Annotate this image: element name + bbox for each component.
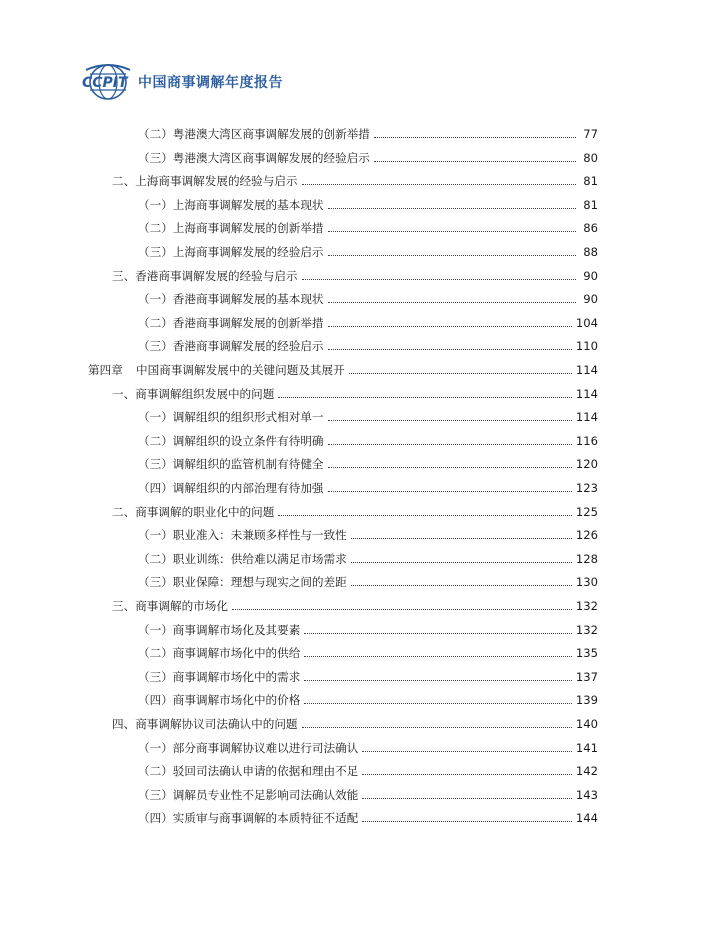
toc-subsection-entry[interactable]	[138, 549, 598, 569]
toc-entry-label: （一）商事调解市场化及其要素	[138, 622, 301, 637]
toc-subsection-entry[interactable]	[138, 667, 598, 687]
toc-entry-label: （二）职业训练：供给难以满足市场需求	[138, 551, 347, 566]
toc-entry-label: （一）部分商事调解协议难以进行司法确认	[138, 740, 359, 755]
dot-leader	[304, 679, 572, 681]
toc-page-number: 88	[583, 245, 598, 259]
dot-leader	[328, 490, 572, 492]
toc-page-number: 90	[583, 292, 598, 307]
toc-page-number: 126	[575, 528, 598, 543]
toc-page-number: 144	[575, 811, 598, 826]
dot-leader	[302, 183, 576, 185]
toc-subsection-entry[interactable]	[138, 785, 598, 805]
toc-entry-label: （二）驳回司法确认申请的依据和理由不足	[138, 764, 359, 779]
dot-leader	[362, 750, 572, 752]
dot-leader	[278, 396, 572, 398]
toc-page-number: 104	[575, 315, 598, 330]
toc-entry-label: （二）调解组织的设立条件有待明确	[138, 433, 324, 448]
toc-subsection-entry[interactable]	[138, 431, 598, 451]
toc-page-number: 125	[575, 504, 598, 519]
dot-leader	[328, 443, 572, 445]
toc-section-entry[interactable]	[112, 171, 598, 191]
toc-entry-label: （一）调解组织的组织形式相对单一	[138, 410, 324, 425]
toc-page-number: 86	[583, 221, 598, 236]
dot-leader	[328, 301, 576, 303]
dot-leader	[349, 372, 572, 374]
toc-page-number: 90	[583, 268, 598, 283]
dot-leader	[328, 207, 576, 209]
toc-page-number: 80	[583, 150, 598, 165]
dot-leader	[328, 419, 572, 421]
ccpit-logo	[80, 62, 132, 102]
toc-entry-label: （一）职业准入：未兼顾多样性与一致性	[138, 528, 347, 543]
dot-leader	[328, 254, 576, 256]
toc-page-number: 140	[575, 717, 598, 731]
toc-entry-label: （三）香港商事调解发展的经验启示	[138, 339, 324, 354]
toc-entry-label: 一、商事调解组织发展中的问题	[112, 386, 275, 401]
toc-page-number: 110	[575, 339, 598, 354]
dot-leader	[374, 160, 576, 162]
toc-subsection-entry[interactable]	[138, 124, 598, 144]
toc-entry-label: 四、商事调解协议司法确认中的问题	[112, 717, 298, 731]
toc-entry-label: （三）上海商事调解发展的经验启示	[138, 245, 324, 259]
toc-subsection-entry[interactable]	[138, 761, 598, 781]
toc-page-number: 135	[575, 646, 598, 661]
dot-leader	[362, 773, 572, 775]
toc-page-number: 81	[583, 197, 598, 212]
toc-entry-label	[88, 362, 345, 378]
toc-entry-label: （四）商事调解市场化中的价格	[138, 693, 301, 708]
logo-text: CCPIT	[82, 75, 128, 91]
toc-entry-label: （四）调解组织的内部治理有待加强	[138, 481, 324, 495]
toc-entry-label: （二）上海商事调解发展的创新举措	[138, 221, 324, 236]
toc-page-number: 114	[575, 386, 598, 401]
toc-page-number: 132	[575, 622, 598, 637]
toc-entry-label: （二）粤港澳大湾区商事调解发展的创新举措	[138, 127, 370, 141]
dot-leader	[351, 584, 572, 586]
dot-leader	[362, 797, 572, 799]
toc-page-number: 116	[575, 433, 598, 448]
toc-subsection-entry[interactable]	[138, 572, 598, 592]
dot-leader	[278, 514, 572, 516]
toc-page-number: 137	[575, 669, 598, 684]
dot-leader	[302, 278, 576, 280]
toc-entry-label: （三）调解组织的监管机制有待健全	[138, 457, 324, 472]
toc-subsection-entry[interactable]	[138, 620, 598, 640]
dot-leader	[304, 655, 572, 657]
toc-entry-label: 三、香港商事调解发展的经验与启示	[112, 268, 298, 283]
toc-subsection-entry[interactable]	[138, 690, 598, 710]
toc-subsection-entry[interactable]	[138, 478, 598, 498]
toc-page-number: 123	[575, 481, 598, 495]
dot-leader	[232, 608, 572, 610]
toc-section-entry[interactable]	[112, 714, 598, 734]
chapter-title: 中国商事调解发展中的关键问题及其展开	[136, 363, 345, 377]
toc-page-number: 132	[575, 599, 598, 613]
toc-page-number: 141	[575, 740, 598, 755]
toc-page-number: 114	[575, 363, 598, 377]
toc-subsection-entry[interactable]	[138, 289, 598, 309]
toc-entry-label: 二、商事调解的职业化中的问题	[112, 504, 275, 519]
toc-entry-label: （二）商事调解市场化中的供给	[138, 646, 301, 661]
toc-subsection-entry[interactable]	[138, 148, 598, 168]
toc-page-number: 120	[575, 457, 598, 472]
dot-leader	[374, 136, 576, 138]
toc-section-entry[interactable]	[112, 384, 598, 404]
toc-page-number: 143	[575, 787, 598, 802]
toc-section-entry[interactable]	[112, 266, 598, 286]
toc-entry-label: 二、上海商事调解发展的经验与启示	[112, 174, 298, 189]
dot-leader	[304, 702, 572, 704]
dot-leader	[351, 537, 572, 539]
toc-page-number: 81	[583, 174, 598, 189]
toc-entry-label: （四）实质审与商事调解的本质特征不适配	[138, 811, 359, 826]
toc-section-entry[interactable]	[112, 502, 598, 522]
toc-page-number: 77	[583, 127, 598, 141]
toc-subsection-entry[interactable]	[138, 808, 598, 828]
toc-entry-label: 三、商事调解的市场化	[112, 599, 228, 613]
toc-subsection-entry[interactable]	[138, 218, 598, 238]
toc-entry-label: （一）上海商事调解发展的基本现状	[138, 197, 324, 212]
toc-section-entry[interactable]	[112, 596, 598, 616]
dot-leader	[302, 726, 572, 728]
toc-subsection-entry[interactable]	[138, 525, 598, 545]
page-header	[80, 62, 283, 102]
dot-leader	[362, 820, 572, 822]
toc-subsection-entry[interactable]	[138, 407, 598, 427]
toc-subsection-entry[interactable]	[138, 454, 598, 474]
toc-subsection-entry[interactable]	[138, 195, 598, 215]
chapter-number: 第四章	[88, 363, 123, 377]
dot-leader	[328, 348, 572, 350]
toc-subsection-entry[interactable]	[138, 242, 598, 262]
dot-leader	[351, 561, 572, 563]
toc-subsection-entry[interactable]	[138, 643, 598, 663]
toc-page-number: 130	[575, 575, 598, 590]
toc-page-number: 142	[575, 764, 598, 779]
toc-entry-label: （三）粤港澳大湾区商事调解发展的经验启示	[138, 150, 370, 165]
toc-subsection-entry[interactable]	[138, 738, 598, 758]
toc-entry-label: （三）调解员专业性不足影响司法确认效能	[138, 787, 359, 802]
toc-subsection-entry[interactable]	[138, 336, 598, 356]
dot-leader	[328, 466, 572, 468]
toc-page-number: 114	[575, 410, 598, 425]
toc-chapter-entry[interactable]	[88, 360, 598, 380]
toc-entry-label: （三）职业保障：理想与现实之间的差距	[138, 575, 347, 590]
dot-leader	[328, 325, 572, 327]
toc-entry-label: （一）香港商事调解发展的基本现状	[138, 292, 324, 307]
dot-leader	[304, 632, 572, 634]
dot-leader	[328, 230, 576, 232]
report-title: 中国商事调解年度报告	[138, 75, 283, 91]
toc-page-number: 139	[575, 693, 598, 708]
toc-entry-label: （二）香港商事调解发展的创新举措	[138, 315, 324, 330]
toc-entry-label: （三）商事调解市场化中的需求	[138, 669, 301, 684]
toc-subsection-entry[interactable]	[138, 313, 598, 333]
toc-page-number: 128	[575, 551, 598, 566]
